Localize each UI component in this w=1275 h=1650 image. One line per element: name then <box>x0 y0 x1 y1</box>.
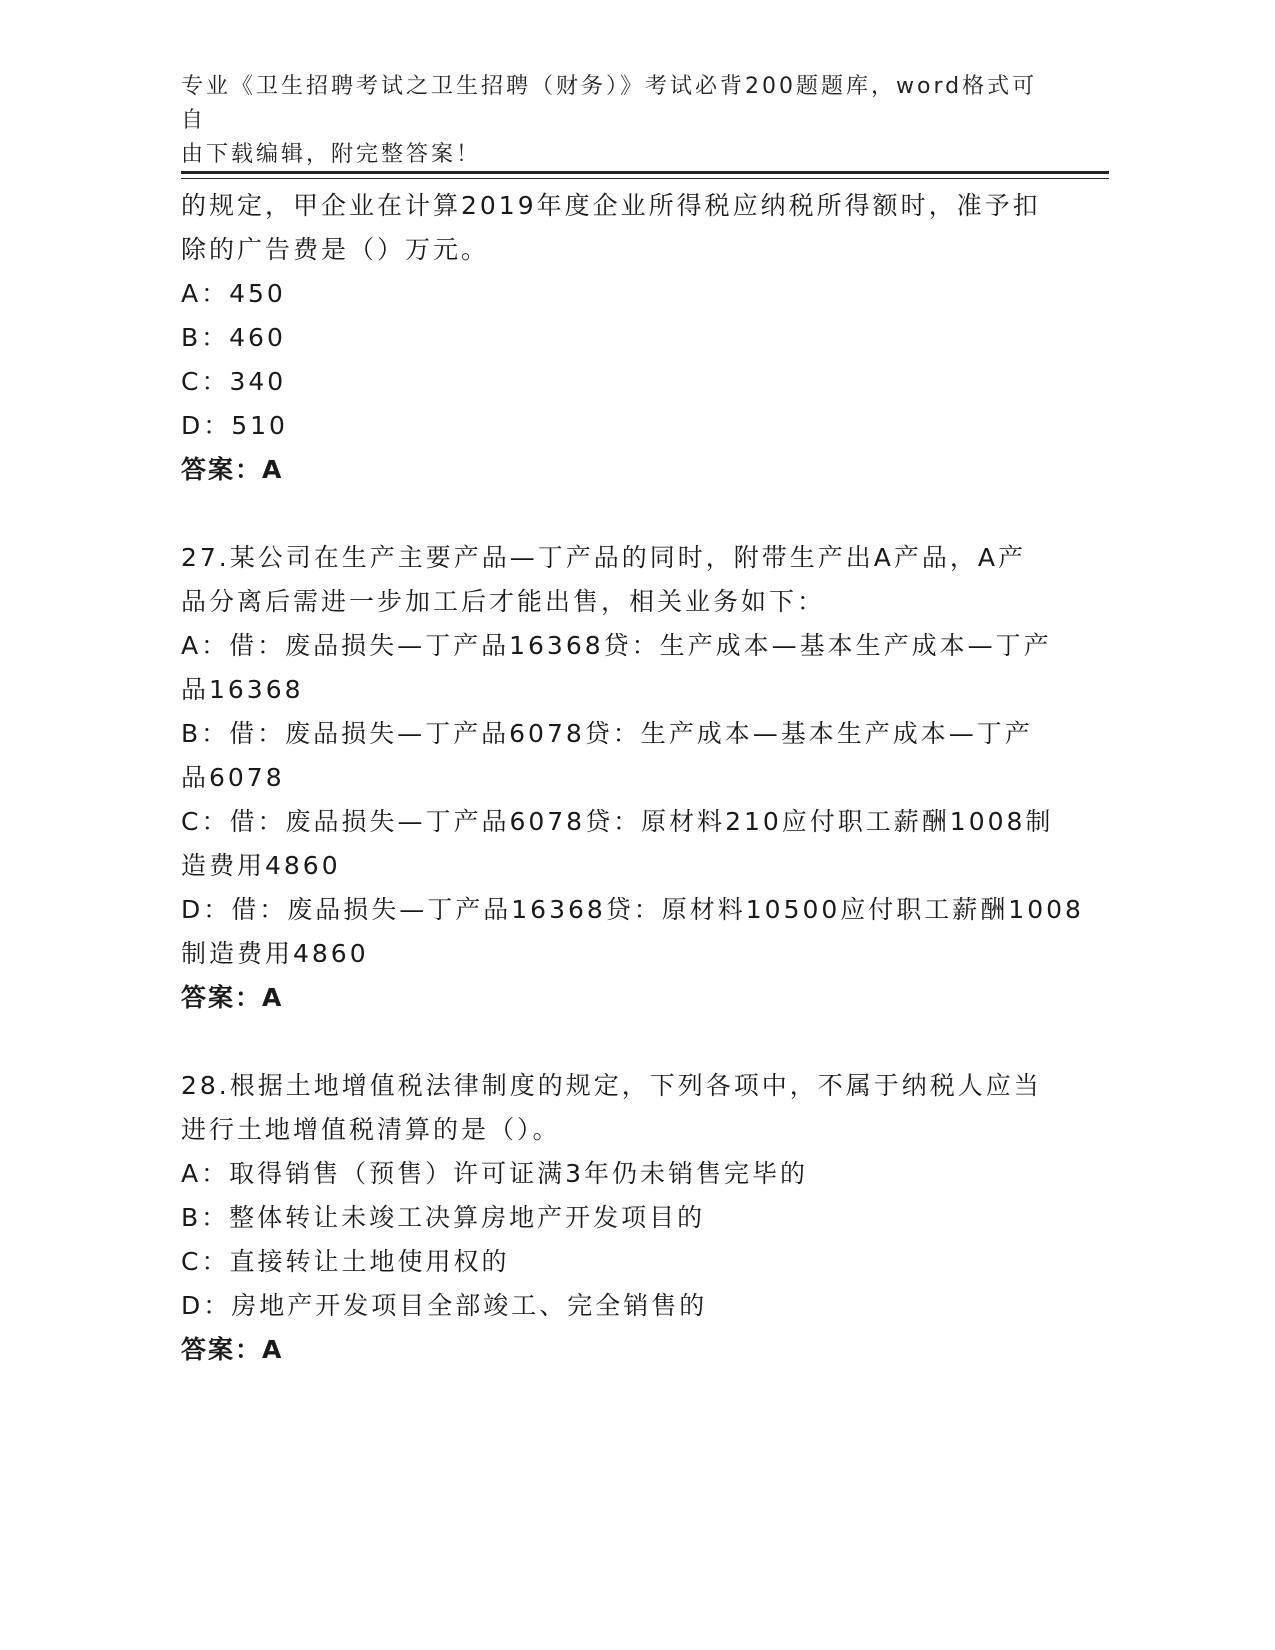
option-c: C：直接转让土地使用权的 <box>181 1247 510 1276</box>
question-list <box>181 184 1084 1372</box>
option-d: D：房地产开发项目全部竣工、完全销售的 <box>181 1291 708 1320</box>
header-rule-thick <box>181 171 1109 174</box>
question-stem-line: 品分离后需进一步加工后才能出售，相关业务如下： <box>181 587 826 616</box>
question-27 <box>181 536 1084 1020</box>
option-d: D：510 <box>181 411 288 440</box>
option-d-cont: 制造费用4860 <box>181 939 369 968</box>
question-stem-line: 28.根据土地增值税法律制度的规定，下列各项中，不属于纳税人应当 <box>181 1071 1042 1100</box>
option-a: A：借：废品损失—丁产品16368贷：生产成本—基本生产成本—丁产 <box>181 631 1052 660</box>
header-line-2: 由下载编辑，附完整答案！ <box>181 142 482 167</box>
option-b: B：460 <box>181 323 286 352</box>
question-28 <box>181 1064 1061 1372</box>
spacer <box>181 492 1061 536</box>
option-a-cont: 品16368 <box>181 675 304 704</box>
answer-line: 答案：A <box>181 983 284 1012</box>
header-line-1: 专业《卫生招聘考试之卫生招聘（财务）》考试必背200题题库，word格式可自 <box>181 74 1038 133</box>
question-stem-line: 27.某公司在生产主要产品—丁产品的同时，附带生产出A产品，A产 <box>181 543 1026 572</box>
document-header <box>181 70 1041 172</box>
answer-line: 答案：A <box>181 455 284 484</box>
header-rule-thin <box>181 178 1109 179</box>
option-a: A：450 <box>181 279 286 308</box>
option-a: A：取得销售（预售）许可证满3年仍未销售完毕的 <box>181 1159 809 1188</box>
option-c: C：340 <box>181 367 287 396</box>
option-b: B：借：废品损失—丁产品6078贷：生产成本—基本生产成本—丁产 <box>181 719 1033 748</box>
spacer <box>181 1020 1061 1064</box>
question-stem-line: 的规定，甲企业在计算2019年度企业所得税应纳税所得额时，准予扣 <box>181 191 1041 220</box>
question-stem-line: 进行土地增值税清算的是（）。 <box>181 1115 561 1144</box>
answer-line: 答案：A <box>181 1335 284 1364</box>
question-26 <box>181 184 1061 492</box>
option-c-cont: 造费用4860 <box>181 851 341 880</box>
option-b: B：整体转让未竣工决算房地产开发项目的 <box>181 1203 706 1232</box>
option-c: C：借：废品损失—丁产品6078贷：原材料210应付职工薪酬1008制 <box>181 807 1054 836</box>
question-stem-line: 除的广告费是（）万元。 <box>181 235 490 264</box>
option-d: D：借：废品损失—丁产品16368贷：原材料10500应付职工薪酬1008 <box>181 895 1084 924</box>
option-b-cont: 品6078 <box>181 763 285 792</box>
